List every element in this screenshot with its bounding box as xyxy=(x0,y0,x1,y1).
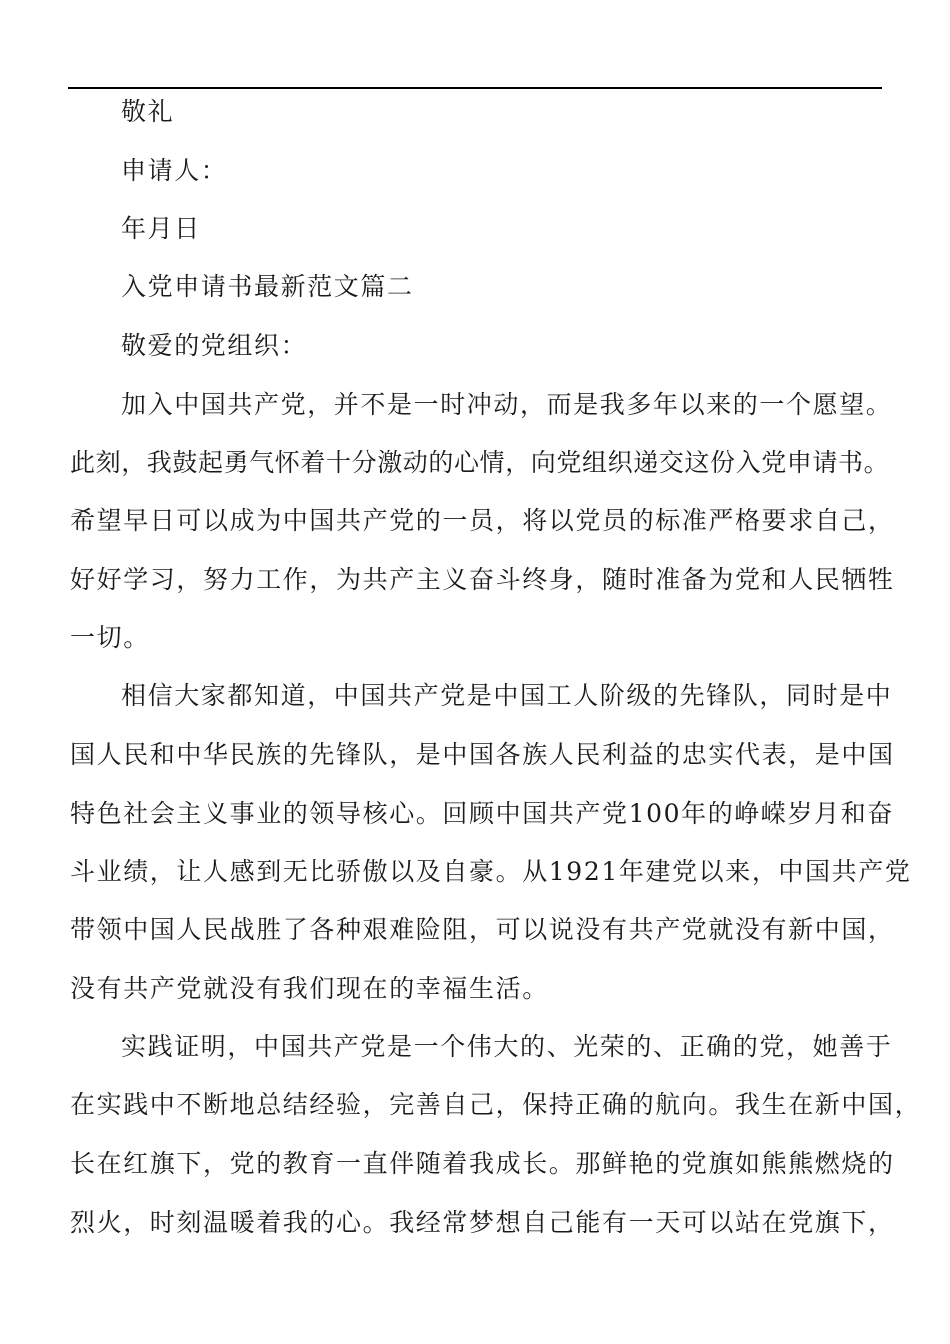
paragraph-line: 烈火，时刻温暖着我的心。我经常梦想自己能有一天可以站在党旗下， xyxy=(70,1208,895,1237)
paragraph-line: 长在红旗下，党的教育一直伴随着我成长。那鲜艳的党旗如熊熊燃烧的 xyxy=(70,1149,895,1178)
paragraph-line: 在实践中不断地总结经验，完善自己，保持正确的航向。我生在新中国， xyxy=(70,1090,922,1119)
paragraph-line: 加入中国共产党，并不是一时冲动，而是我多年以来的一个愿望。 xyxy=(121,390,893,419)
paragraph-line: 带领中国人民战胜了各种艰难险阻，可以说没有共产党就没有新中国， xyxy=(70,915,895,944)
applicant-label: 申请人： xyxy=(121,156,228,185)
paragraph-line: 国人民和中华民族的先锋队，是中国各族人民利益的忠实代表，是中国 xyxy=(70,740,895,769)
closing-salutation: 敬礼 xyxy=(121,97,175,126)
paragraph-line: 斗业绩，让人感到无比骄傲以及自豪。从1921年建党以来，中国共产党 xyxy=(70,857,912,886)
paragraph-line: 好好学习，努力工作，为共产主义奋斗终身，随时准备为党和人民牺牲 xyxy=(70,565,895,594)
paragraph-line: 没有共产党就没有我们现在的幸福生活。 xyxy=(70,974,549,1003)
paragraph-line: 此刻，我鼓起勇气怀着十分激动的心情，向党组织递交这份入党申请书。 xyxy=(70,448,890,477)
paragraph-line: 特色社会主义事业的领导核心。回顾中国共产党100年的峥嵘岁月和奋 xyxy=(70,799,894,828)
paragraph-line: 实践证明，中国共产党是一个伟大的、光荣的、正确的党，她善于 xyxy=(121,1032,893,1061)
paragraph-line: 希望早日可以成为中国共产党的一员，将以党员的标准严格要求自己， xyxy=(70,506,895,535)
date-label: 年月日 xyxy=(121,214,201,243)
paragraph-line: 一切。 xyxy=(70,623,150,652)
greeting: 敬爱的党组织： xyxy=(121,331,308,360)
section-title: 入党申请书最新范文篇二 xyxy=(121,272,414,301)
header-rule xyxy=(68,87,882,89)
paragraph-line: 相信大家都知道，中国共产党是中国工人阶级的先锋队，同时是中 xyxy=(121,681,893,710)
